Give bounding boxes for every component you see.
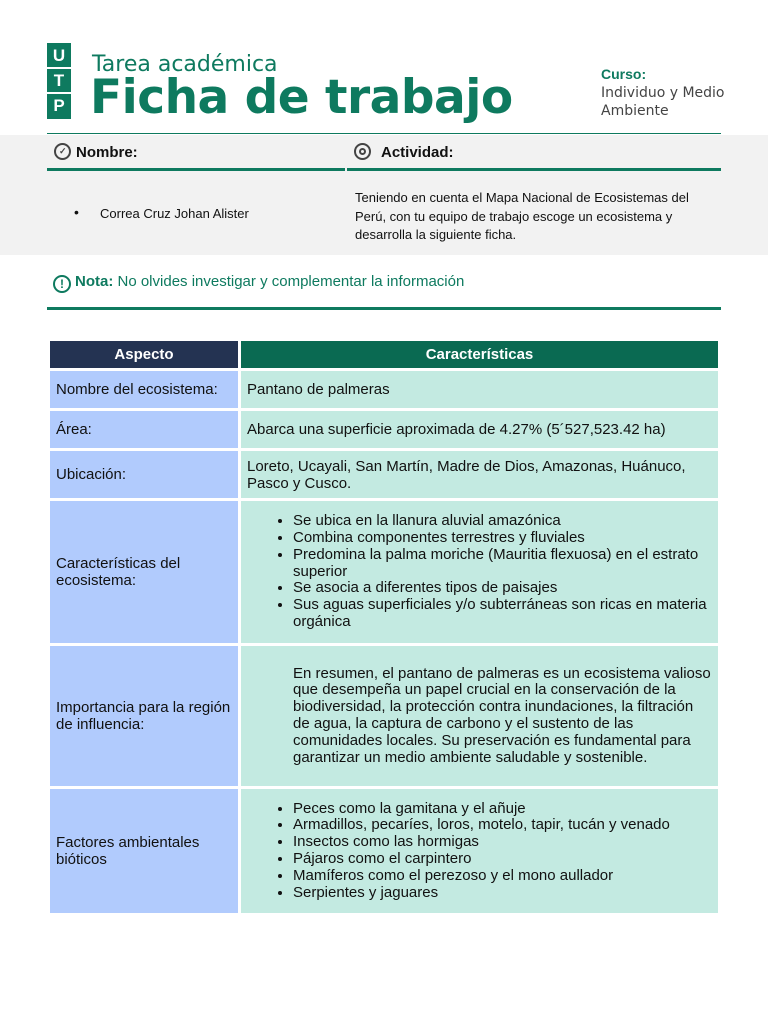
- characteristics-column-header: Características: [241, 341, 718, 368]
- document-subtitle: Tarea académica: [92, 52, 278, 77]
- course-label: Curso:: [601, 66, 647, 82]
- ecosystem-table: [47, 338, 721, 916]
- characteristic-cell: Abarca una superficie aproximada de 4.27% (5´527,523.42 ha): [241, 411, 718, 448]
- table-row: [50, 451, 718, 498]
- bullet-list: [247, 513, 712, 631]
- list-item: • Armadillos, pecaríes, loros, motelo, tapir, tucán y venado: [293, 817, 712, 834]
- bullet-icon: •: [74, 204, 79, 220]
- target-icon: [354, 143, 371, 160]
- check-circle-icon: ✓: [54, 143, 71, 160]
- table-row: [50, 789, 718, 913]
- aspect-cell: Características del ecosistema:: [50, 501, 238, 643]
- list-item: • Predomina la palma moriche (Mauritia flexuosa) en el estrato superior: [293, 547, 712, 581]
- table-header-row: [50, 341, 718, 368]
- actividad-label: Actividad:: [381, 144, 454, 161]
- note-divider: [47, 307, 721, 310]
- list-item: • Insectos como las hormigas: [293, 834, 712, 851]
- note-text: No olvides investigar y complementar la información: [117, 273, 465, 290]
- aspect-cell: Nombre del ecosistema:: [50, 371, 238, 408]
- aspect-cell: Factores ambientales bióticos: [50, 789, 238, 913]
- characteristic-cell: Loreto, Ucayali, San Martín, Madre de Dios, Amazonas, Huánuco, Pasco y Cusco.: [241, 451, 718, 498]
- table-row: [50, 411, 718, 448]
- header-divider: [47, 133, 721, 134]
- note: [53, 273, 464, 293]
- aspect-cell: Importancia para la región de influencia:: [50, 646, 238, 786]
- table-row: [50, 646, 718, 786]
- aspect-cell: Ubicación:: [50, 451, 238, 498]
- characteristic-cell: [241, 789, 718, 913]
- logo-letter: U: [52, 46, 66, 65]
- note-label: Nota:: [75, 273, 114, 290]
- nombre-label: Nombre:: [76, 144, 138, 161]
- course-name: Individuo y Medio Ambiente: [601, 85, 725, 119]
- list-item: • Se ubica en la llanura aluvial amazónica: [293, 513, 712, 530]
- table-row: [50, 371, 718, 408]
- document-title: Ficha de trabajo: [90, 70, 513, 125]
- characteristic-cell: Pantano de palmeras: [241, 371, 718, 408]
- list-item: • Pájaros como el carpintero: [293, 851, 712, 868]
- list-item: • Combina componentes terrestres y fluviales: [293, 530, 712, 547]
- list-item: • Se asocia a diferentes tipos de paisajes: [293, 580, 712, 597]
- alert-icon: !: [53, 275, 71, 293]
- table-row: [50, 501, 718, 643]
- list-item: • Peces como la gamitana y el añuje: [293, 801, 712, 818]
- nombre-header: [47, 143, 345, 171]
- list-item: • Serpientes y jaguares: [293, 885, 712, 902]
- characteristic-cell: [241, 501, 718, 643]
- utp-logo: [47, 43, 71, 119]
- bullet-list: [247, 801, 712, 902]
- logo-divider: [47, 92, 71, 94]
- student-name: Correa Cruz Johan Alister: [100, 206, 249, 221]
- list-item: • Mamíferos como el perezoso y el mono aullador: [293, 868, 712, 885]
- actividad-header: [347, 143, 721, 171]
- importance-paragraph: En resumen, el pantano de palmeras es un ecosistema valioso que desempeña un papel crucial en la conservación de la biodiversidad, la protección contra inundaciones, la filtración de agua, la captura de carbono y el sustento de las comunidades locales. Su preservación es fundamental para garantizar un medio ambiente saludable y sostenible.: [293, 664, 711, 766]
- list-item: • Sus aguas superficiales y/o subterráneas son ricas en materia orgánica: [293, 597, 712, 631]
- logo-letter: P: [53, 96, 65, 115]
- aspect-column-header: Aspecto: [50, 341, 238, 368]
- logo-divider: [47, 67, 71, 69]
- logo-letter: T: [53, 71, 65, 90]
- characteristic-cell: [241, 646, 718, 786]
- activity-description: Teniendo en cuenta el Mapa Nacional de Ecosistemas del Perú, con tu equipo de trabajo escoge un ecosistema y desarrolla la siguiente ficha.: [355, 190, 689, 242]
- aspect-cell: Área:: [50, 411, 238, 448]
